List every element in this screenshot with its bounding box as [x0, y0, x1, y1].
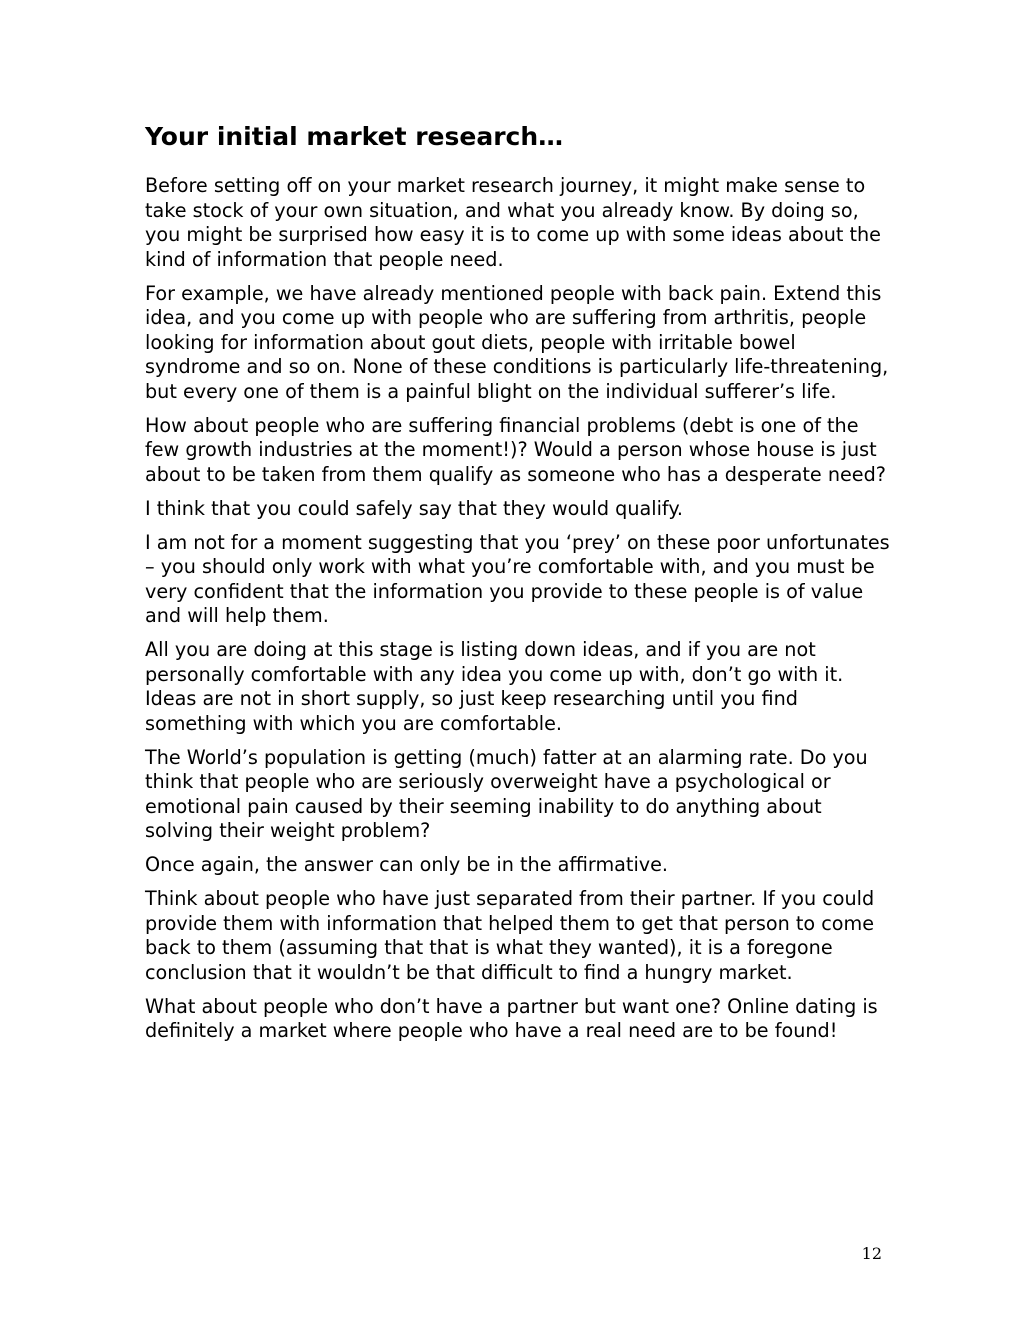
paragraph: How about people who are suffering financial problems (debt is one of the few growth industries at the moment!)? Would a person whose house is just about to be taken from them qualify as someone who has a desperate need? — [145, 413, 886, 486]
paragraph: Once again, the answer can only be in the affirmative. — [145, 853, 669, 876]
paragraph: What about people who don’t have a partner but want one? Online dating is definitely a market where people who have a real need are to be found! — [145, 994, 878, 1042]
paragraph: I am not for a moment suggesting that you ‘prey’ on these poor unfortunates – you should only work with what you’re comfortable with, and you must be very confident that the information you provide to these people is of value and will help them. — [145, 530, 890, 627]
page-number: 12 — [861, 1244, 882, 1263]
paragraph: Think about people who have just separated from their partner. If you could provide them with information that helped them to get that person to come back to them (assuming that that is what they wanted), it is a foregone conclusion that it wouldn’t be that difficult to find a hungry market. — [145, 887, 875, 984]
section-heading: Your initial market research… — [145, 122, 564, 151]
body-text — [145, 174, 890, 1053]
paragraph: For example, we have already mentioned people with back pain. Extend this idea, and you come up with people who are suffering from arthritis, people looking for information about gout diets, people with irritable bowel syndrome and so on. None of these conditions is particularly life-threatening, but every one of them is a painful blight on the individual sufferer’s life. — [145, 281, 889, 403]
paragraph: Before setting off on your market research journey, it might make sense to take stock of your own situation, and what you already know. By doing so, you might be surprised how easy it is to come up with some ideas about the kind of information that people need. — [145, 174, 881, 271]
paragraph: The World’s population is getting (much) fatter at an alarming rate. Do you think that people who are seriously overweight have a psychological or emotional pain caused by their seeming inability to do anything about solving their weight problem? — [145, 745, 868, 842]
paragraph: I think that you could safely say that they would qualify. — [145, 496, 684, 520]
paragraph: All you are doing at this stage is listing down ideas, and if you are not personally comfortable with any idea you come up with, don’t go with it. Ideas are not in short supply, so just keep researching until you find something with which you are comfortable. — [145, 638, 844, 735]
